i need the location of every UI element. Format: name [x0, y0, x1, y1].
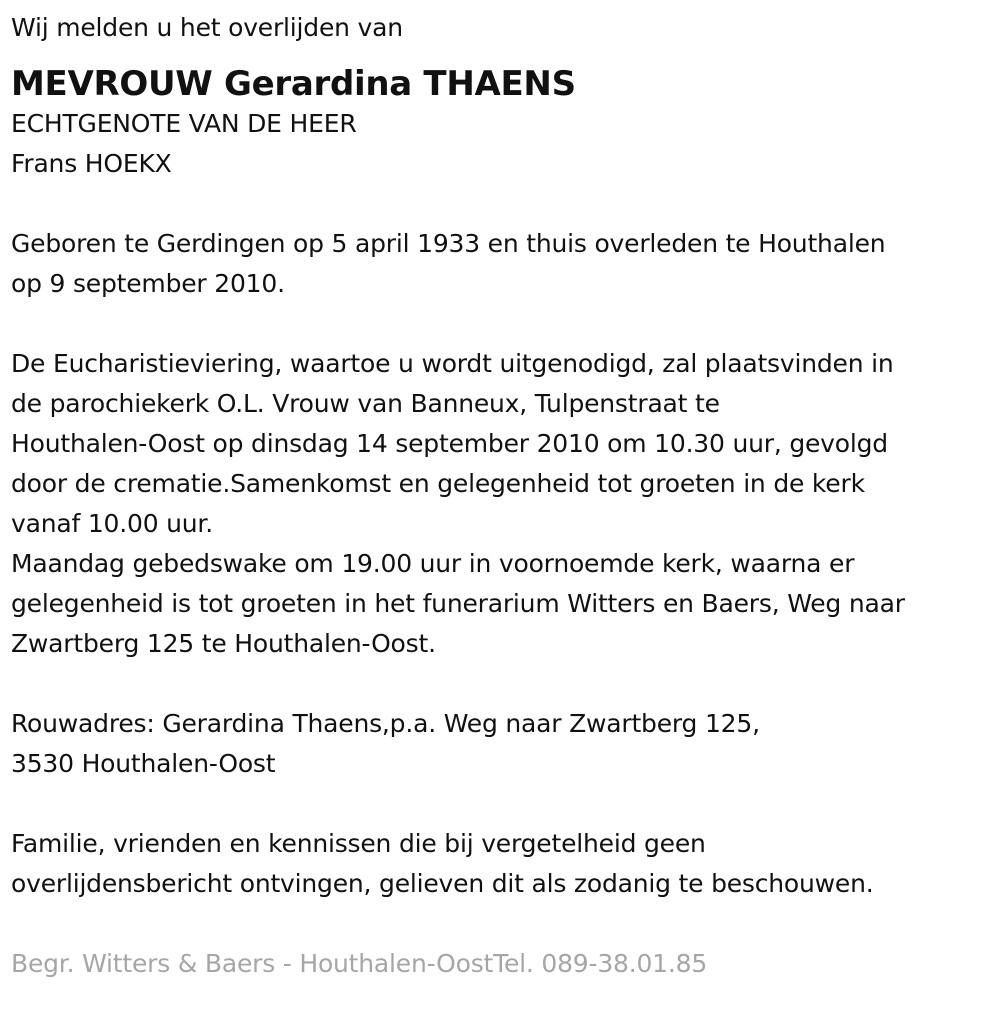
spacer	[11, 664, 993, 704]
deceased-name: MEVROUW Gerardina THAENS	[11, 64, 576, 104]
spacer	[11, 784, 993, 824]
paragraph-line: op 9 september 2010.	[11, 269, 285, 298]
address-paragraph	[11, 704, 993, 784]
paragraph-line: Houthalen-Oost op dinsdag 14 september 2010 om 10.30 uur, gevolgd	[11, 429, 888, 458]
paragraph-line: Rouwadres: Gerardina Thaens,p.a. Weg naar Zwartberg 125,	[11, 709, 760, 738]
paragraph-line: 3530 Houthalen-Oost	[11, 749, 276, 778]
obituary-notice	[11, 8, 993, 984]
intro-text: Wij melden u het overlijden van	[11, 13, 403, 42]
spacer	[11, 304, 993, 344]
spouse-name: Frans HOEKX	[11, 149, 172, 178]
paragraph-line: vanaf 10.00 uur.	[11, 509, 213, 538]
funeral-home-footer: Begr. Witters & Baers - Houthalen-OostTel. 089-38.01.85	[11, 949, 708, 978]
ceremony-paragraph	[11, 344, 993, 664]
paragraph-line: De Eucharistieviering, waartoe u wordt uitgenodigd, zal plaatsvinden in	[11, 349, 894, 378]
paragraph-line: Geboren te Gerdingen op 5 april 1933 en thuis overleden te Houthalen	[11, 229, 886, 258]
spacer	[11, 904, 993, 944]
paragraph-line: door de crematie.Samenkomst en gelegenheid tot groeten in de kerk	[11, 469, 865, 498]
paragraph-line: de parochiekerk O.L. Vrouw van Banneux, Tulpenstraat te	[11, 389, 720, 418]
relation-text: ECHTGENOTE VAN DE HEER	[11, 109, 357, 138]
paragraph-line: Zwartberg 125 te Houthalen-Oost.	[11, 629, 436, 658]
notice-paragraph	[11, 824, 993, 904]
paragraph-line: Familie, vrienden en kennissen die bij vergetelheid geen	[11, 829, 706, 858]
paragraph-line: overlijdensbericht ontvingen, gelieven dit als zodanig te beschouwen.	[11, 869, 874, 898]
paragraph-line: Maandag gebedswake om 19.00 uur in voornoemde kerk, waarna er	[11, 549, 855, 578]
paragraph-line: gelegenheid is tot groeten in het funerarium Witters en Baers, Weg naar	[11, 589, 905, 618]
spacer	[11, 184, 993, 224]
birth-death-paragraph	[11, 224, 993, 304]
